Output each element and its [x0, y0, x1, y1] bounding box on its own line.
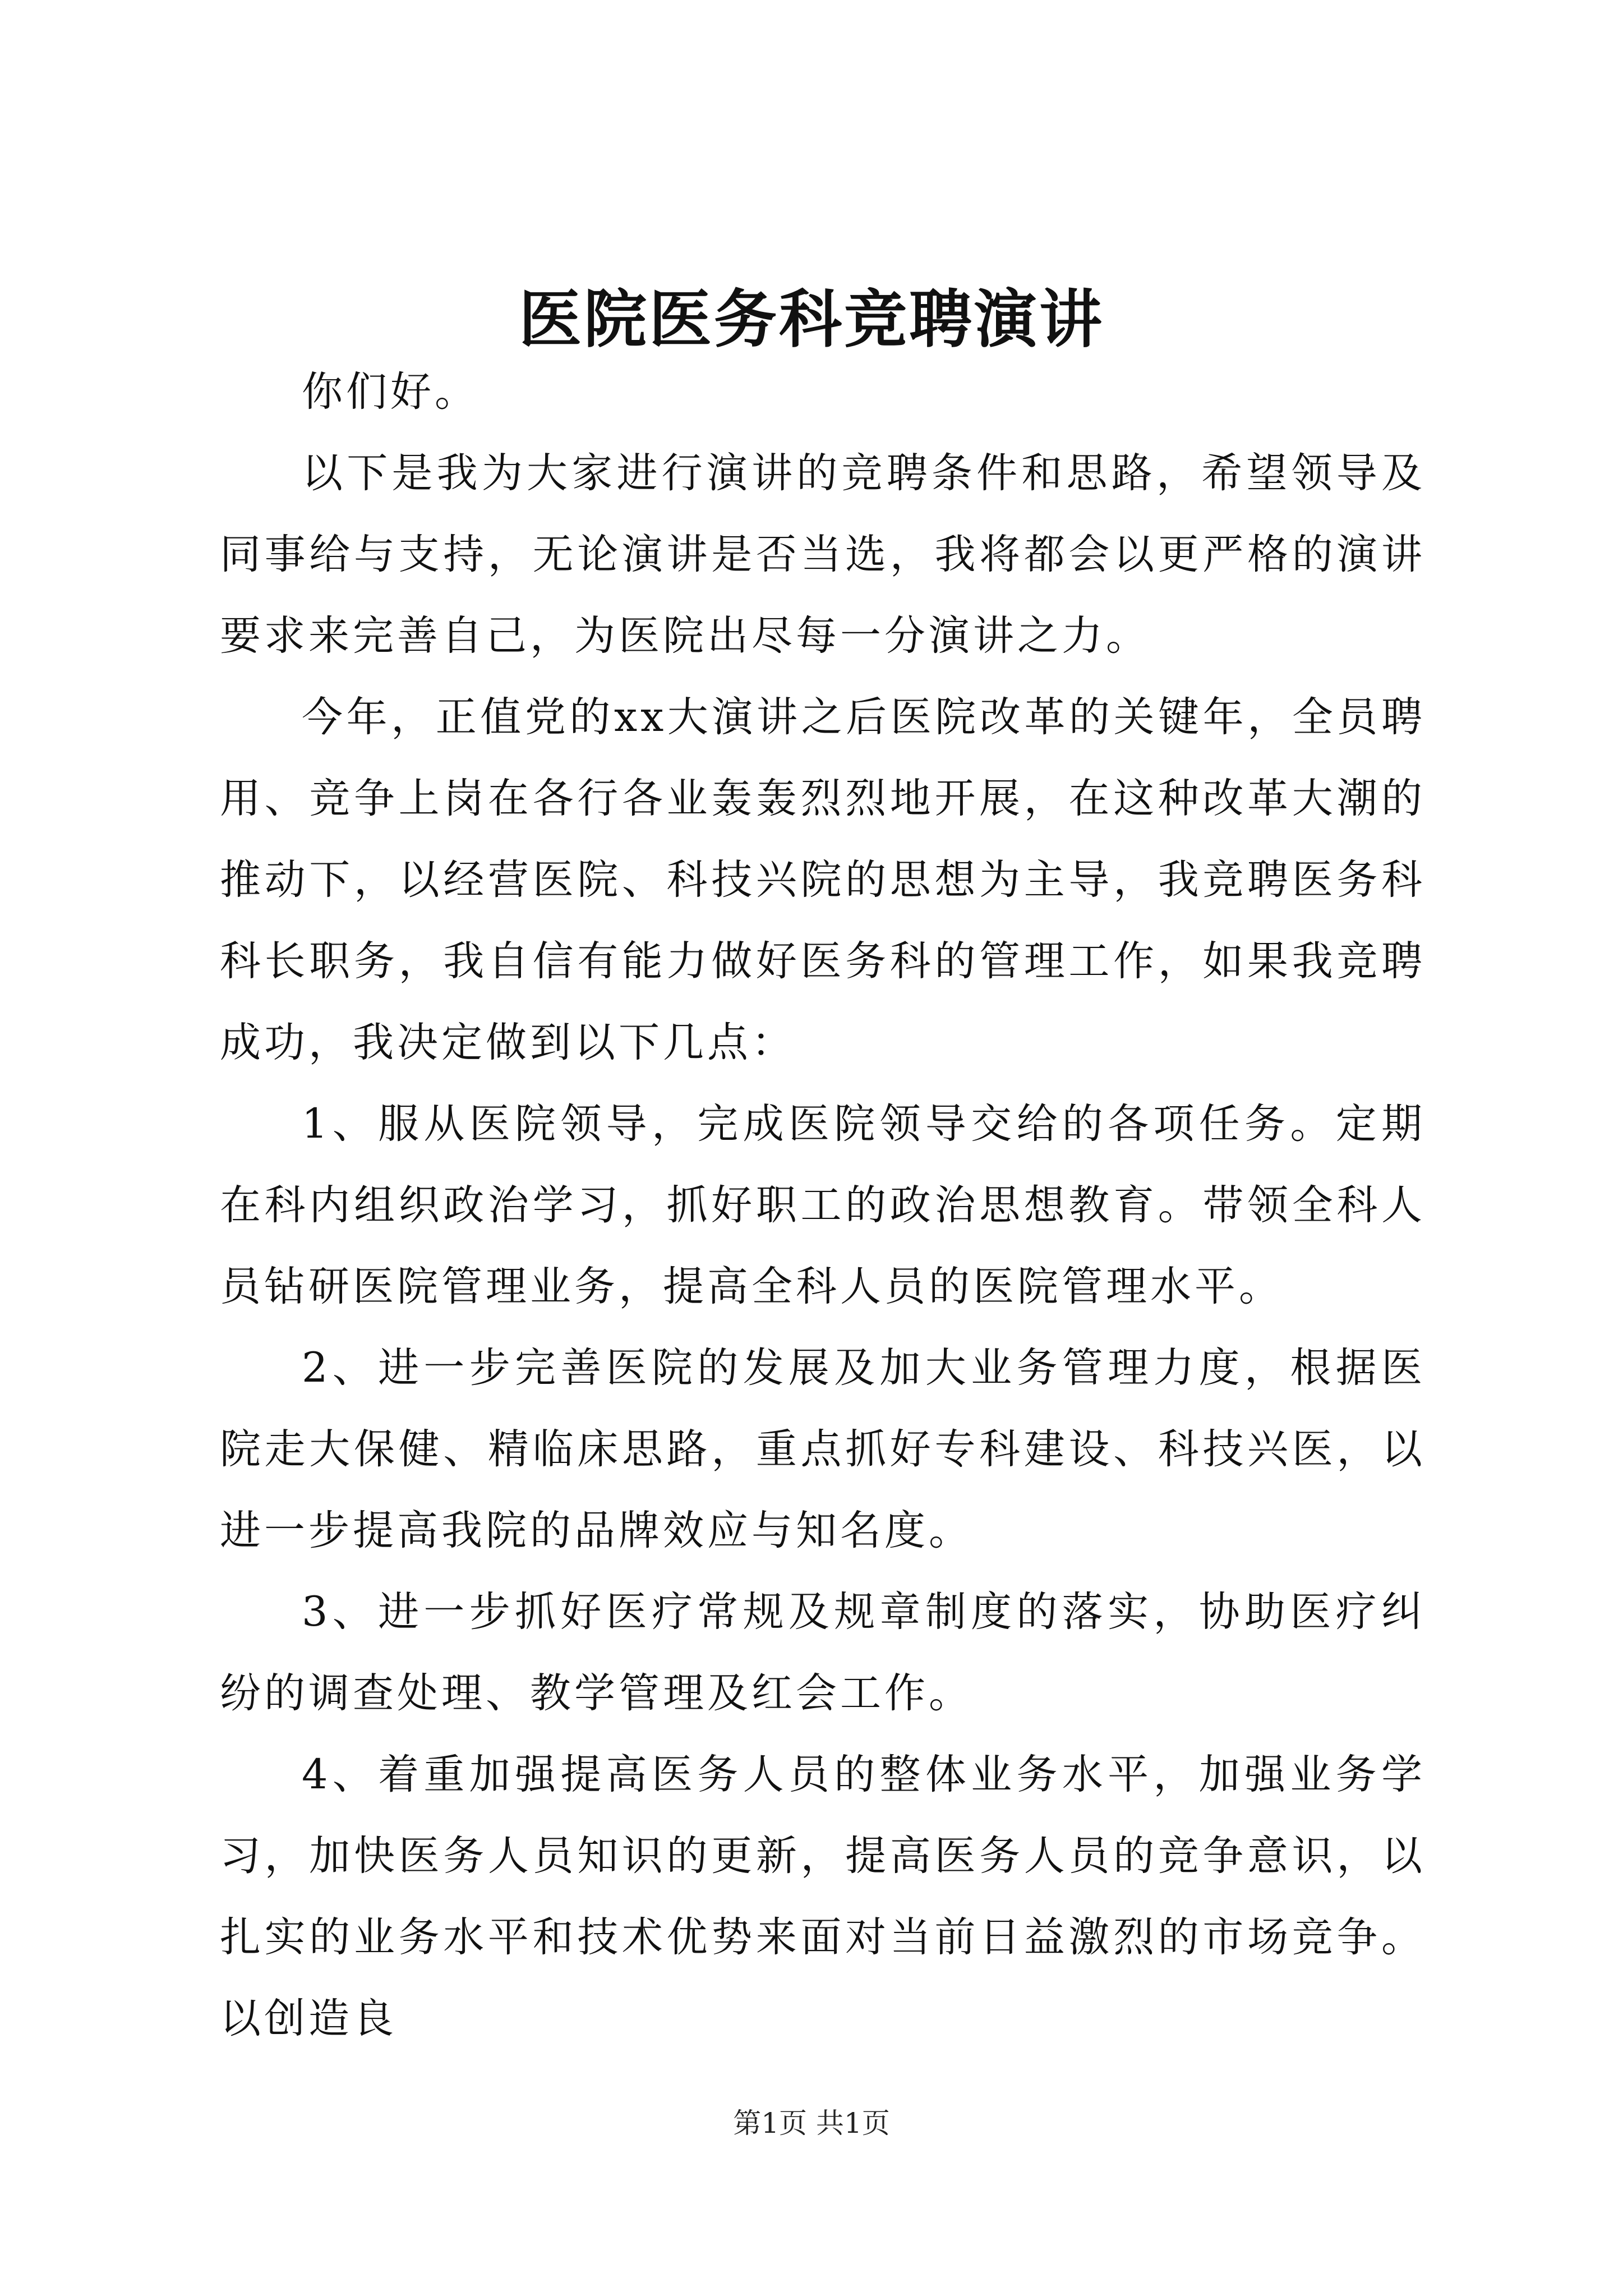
- paragraph-greeting: 你们好。: [302, 368, 479, 416]
- paragraph-point-2: 2、进一步完善医院的发展及加大业务管理力度，根据医院走大保健、精临床思路，重点抓好专科建设、科技兴医，以进一步提高我院的品牌效应与知名度。: [220, 1344, 1426, 1554]
- document-body: [220, 351, 1426, 2059]
- paragraph-point-4: 4、着重加强提高医务人员的整体业务水平，加强业务学习，加快医务人员知识的更新，提高医务人员的竞争意识，以扎实的业务水平和技术优势来面对当前日益激烈的市场竞争。以创造良: [220, 1751, 1426, 2042]
- document-title: 医院医务科竞聘演讲: [519, 283, 1104, 356]
- paragraph-point-3: 3、进一步抓好医疗常规及规章制度的落实，协助医疗纠纷的调查处理、教学管理及红会工作。: [220, 1588, 1426, 1717]
- paragraph-point-1: 1、服从医院领导，完成医院领导交给的各项任务。定期在科内组织政治学习，抓好职工的政治思想教育。带领全科人员钻研医院管理业务，提高全科人员的医院管理水平。: [220, 1100, 1426, 1310]
- paragraph-intro: 以下是我为大家进行演讲的竞聘条件和思路，希望领导及同事给与支持，无论演讲是否当选，我将都会以更严格的演讲要求来完善自己，为医院出尽每一分演讲之力。: [220, 449, 1426, 660]
- page-number-footer: 第1页 共1页: [733, 2107, 890, 2139]
- paragraph-background: 今年，正值党的xx大演讲之后医院改革的关键年，全员聘用、竞争上岗在各行各业轰轰烈烈地开展，在这种改革大潮的推动下，以经营医院、科技兴院的思想为主导，我竞聘医务科科长职务，我自信有能力做好医务科的管理工作，如果我竞聘成功，我决定做到以下几点：: [220, 693, 1426, 1066]
